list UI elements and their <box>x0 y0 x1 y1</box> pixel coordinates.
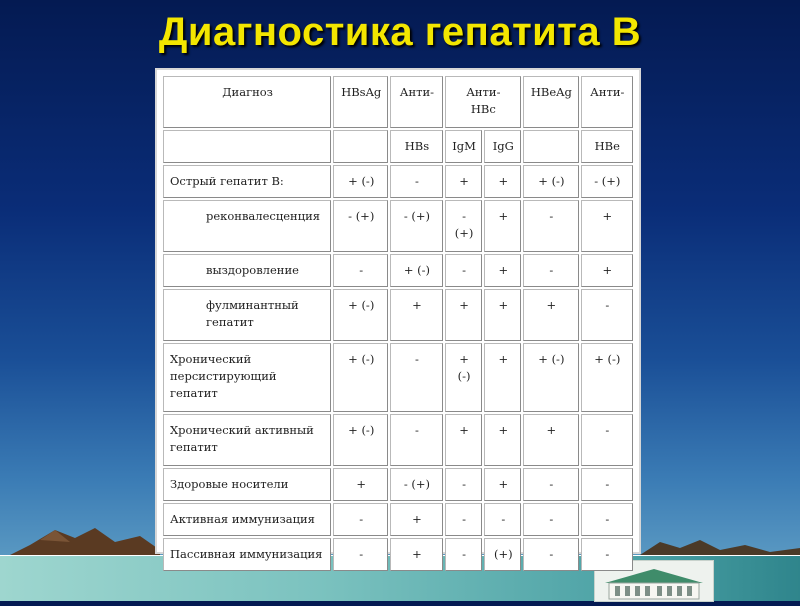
marker-cell: + (-) <box>523 165 579 198</box>
row-label: Острый гепатит В: <box>163 165 331 198</box>
table-row <box>163 200 633 252</box>
table-row <box>163 254 633 287</box>
marker-cell: - <box>445 538 483 571</box>
marker-cell: - <box>484 503 521 536</box>
table-row <box>163 289 633 341</box>
header-diagnosis: Диагноз <box>163 76 331 128</box>
marker-cell: (+) <box>484 538 521 571</box>
marker-cell: - (+) <box>390 200 442 252</box>
row-label: фулминантный гепатит <box>163 289 331 341</box>
marker-cell: - <box>581 414 633 466</box>
table-row <box>163 343 633 412</box>
table-row <box>163 503 633 536</box>
marker-cell: - <box>333 503 388 536</box>
header2-empty-hbeag <box>523 130 579 163</box>
marker-cell: + <box>484 414 521 466</box>
marker-cell: + (-) <box>333 343 388 412</box>
marker-cell: - <box>523 254 579 287</box>
header2-empty-hbsag <box>333 130 388 163</box>
marker-cell: - <box>445 254 483 287</box>
marker-cell: - <box>523 200 579 252</box>
marker-cell: - (+) <box>581 165 633 198</box>
marker-cell: - <box>523 503 579 536</box>
header-hbsag: HBsAg <box>333 76 388 128</box>
marker-cell: - <box>390 343 442 412</box>
marker-cell: + <box>523 414 579 466</box>
marker-cell: + <box>390 289 442 341</box>
marker-cell: + <box>333 468 388 501</box>
header2-igm: IgM <box>445 130 483 163</box>
marker-cell: - (+) <box>445 200 483 252</box>
marker-cell: - <box>581 538 633 571</box>
marker-cell: + (-) <box>333 414 388 466</box>
header2-hbe: HBe <box>581 130 633 163</box>
marker-cell: - <box>390 414 442 466</box>
row-label: выздоровление <box>163 254 331 287</box>
marker-cell: + <box>445 289 483 341</box>
hepatitis-diagnosis-table <box>155 68 641 561</box>
marker-cell: + <box>581 200 633 252</box>
table-row <box>163 538 633 571</box>
marker-cell: - <box>445 468 483 501</box>
row-label: Активная иммунизация <box>163 503 331 536</box>
marker-cell: - <box>581 503 633 536</box>
marker-cell: + (-) <box>333 289 388 341</box>
marker-cell: - <box>523 538 579 571</box>
header-anti-hbc: Анти- HBc <box>445 76 522 128</box>
header-hbeag: HBeAg <box>523 76 579 128</box>
marker-cell: + <box>581 254 633 287</box>
marker-cell: + <box>484 468 521 501</box>
header-anti-hbs-top: Анти- <box>390 76 442 128</box>
table-row <box>163 414 633 466</box>
row-label: реконвалесценция <box>163 200 331 252</box>
marker-cell: + (-) <box>523 343 579 412</box>
header2-hbs: HBs <box>390 130 442 163</box>
marker-cell: + <box>484 343 521 412</box>
header-row-2 <box>163 130 633 163</box>
header-anti-hbe-top: Анти- <box>581 76 633 128</box>
marker-cell: + <box>445 414 483 466</box>
marker-cell: + (-) <box>581 343 633 412</box>
marker-cell: + <box>484 289 521 341</box>
header-row-1 <box>163 76 633 128</box>
marker-cell: - <box>581 289 633 341</box>
marker-cell: - (+) <box>390 468 442 501</box>
marker-cell: + <box>390 503 442 536</box>
table-row <box>163 468 633 501</box>
row-label: Здоровые носители <box>163 468 331 501</box>
marker-cell: - <box>390 165 442 198</box>
marker-cell: + (-) <box>333 165 388 198</box>
marker-cell: + <box>523 289 579 341</box>
slide-title: Диагностика гепатита В <box>158 10 642 54</box>
marker-cell: - <box>445 503 483 536</box>
row-label: Пассивная иммунизация <box>163 538 331 571</box>
marker-cell: + (-) <box>390 254 442 287</box>
marker-cell: + <box>445 165 483 198</box>
row-label: Хронический активный гепатит <box>163 414 331 466</box>
marker-cell: + <box>484 165 521 198</box>
marker-cell: - <box>333 254 388 287</box>
row-label: Хронический персистирующий гепатит <box>163 343 331 412</box>
header2-igg: IgG <box>484 130 521 163</box>
marker-cell: + (-) <box>445 343 483 412</box>
header2-empty-diagnosis <box>163 130 331 163</box>
marker-cell: - <box>581 468 633 501</box>
marker-cell: + <box>390 538 442 571</box>
marker-cell: - (+) <box>333 200 388 252</box>
marker-cell: + <box>484 200 521 252</box>
marker-cell: + <box>484 254 521 287</box>
table-row <box>163 165 633 198</box>
marker-cell: - <box>333 538 388 571</box>
marker-cell: - <box>523 468 579 501</box>
